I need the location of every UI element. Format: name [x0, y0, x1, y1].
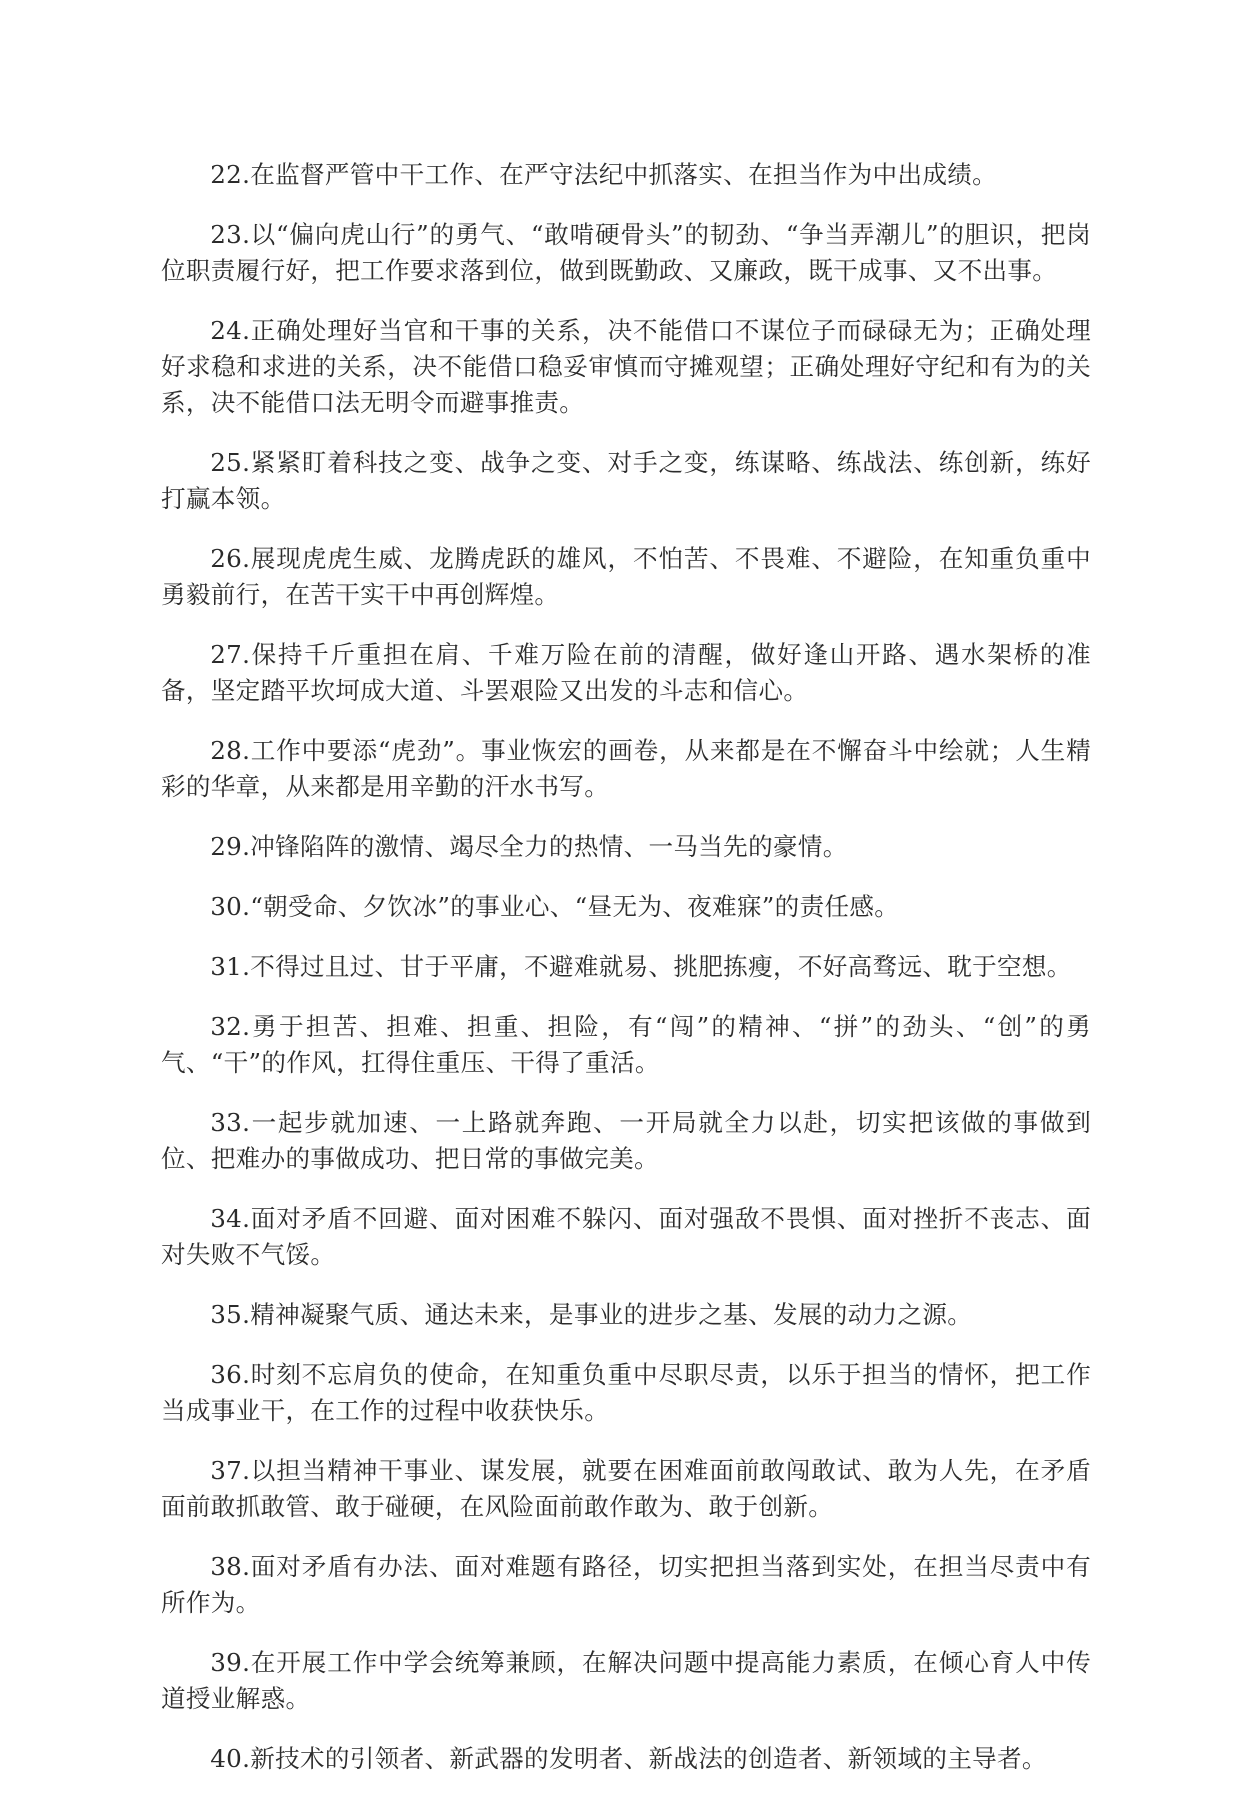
item-number: 32.: [210, 1012, 251, 1041]
item-number: 22.: [210, 160, 251, 189]
item-number: 24.: [210, 316, 251, 345]
item-number: 23.: [210, 220, 251, 249]
item-text: 正确处理好当官和干事的关系，决不能借口不谋位子而碌碌无为；正确处理好求稳和求进的关系，决不能借口稳妥审慎而守摊观望；正确处理好守纪和有为的关系，决不能借口法无明令而避事推责。: [161, 316, 1091, 417]
item-number: 29.: [210, 832, 251, 861]
list-item: [161, 949, 1091, 985]
item-number: 33.: [210, 1108, 251, 1137]
item-text: 以担当精神干事业、谋发展，就要在困难面前敢闯敢试、敢为人先，在矛盾面前敢抓敢管、敢于碰硬，在风险面前敢作敢为、敢于创新。: [161, 1456, 1091, 1521]
item-text: 紧紧盯着科技之变、战争之变、对手之变，练谋略、练战法、练创新，练好打赢本领。: [161, 448, 1091, 513]
list-item: [161, 445, 1091, 517]
item-text: 在开展工作中学会统筹兼顾，在解决问题中提高能力素质，在倾心育人中传道授业解惑。: [161, 1648, 1091, 1713]
list-item: [161, 829, 1091, 865]
item-number: 38.: [210, 1552, 251, 1581]
document-body: [161, 157, 1091, 1801]
list-item: [161, 733, 1091, 805]
item-text: 在监督严管中干工作、在严守法纪中抓落实、在担当作为中出成绩。: [250, 160, 998, 189]
list-item: [161, 1741, 1091, 1777]
item-number: 25.: [210, 448, 251, 477]
item-number: 36.: [210, 1360, 251, 1389]
list-item: [161, 889, 1091, 925]
item-number: 31.: [210, 952, 251, 981]
item-text: 展现虎虎生威、龙腾虎跃的雄风，不怕苦、不畏难、不避险，在知重负重中勇毅前行，在苦干实干中再创辉煌。: [161, 544, 1091, 609]
item-number: 37.: [210, 1456, 251, 1485]
list-item: [161, 157, 1091, 193]
item-number: 27.: [210, 640, 251, 669]
item-text: 不得过且过、甘于平庸，不避难就易、挑肥拣瘦，不好高骛远、耽于空想。: [250, 952, 1072, 981]
list-item: [161, 1105, 1091, 1177]
item-text: 一起步就加速、一上路就奔跑、一开局就全力以赴，切实把该做的事做到位、把难办的事做成功、把日常的事做完美。: [161, 1108, 1091, 1173]
item-number: 40.: [210, 1744, 251, 1773]
item-text: 面对矛盾有办法、面对难题有路径，切实把担当落到实处，在担当尽责中有所作为。: [161, 1552, 1091, 1617]
item-text: 面对矛盾不回避、面对困难不躲闪、面对强敌不畏惧、面对挫折不丧志、面对失败不气馁。: [161, 1204, 1091, 1269]
list-item: [161, 1645, 1091, 1717]
item-text: 精神凝聚气质、通达未来，是事业的进步之基、发展的动力之源。: [250, 1300, 973, 1329]
list-item: [161, 1549, 1091, 1621]
item-text: 工作中要添“虎劲”。事业恢宏的画卷，从来都是在不懈奋斗中绘就；人生精彩的华章，从来都是用辛勤的汗水书写。: [161, 736, 1091, 801]
item-number: 26.: [210, 544, 251, 573]
list-item: [161, 217, 1091, 289]
item-text: 以“偏向虎山行”的勇气、“敢啃硬骨头”的韧劲、“争当弄潮儿”的胆识，把岗位职责履行好，把工作要求落到位，做到既勤政、又廉政，既干成事、又不出事。: [161, 220, 1091, 285]
item-number: 34.: [210, 1204, 251, 1233]
list-item: [161, 313, 1091, 421]
list-item: [161, 637, 1091, 709]
item-text: “朝受命、夕饮冰”的事业心、“昼无为、夜难寐”的责任感。: [250, 892, 900, 921]
item-text: 冲锋陷阵的激情、竭尽全力的热情、一马当先的豪情。: [250, 832, 848, 861]
item-number: 39.: [210, 1648, 251, 1677]
item-text: 保持千斤重担在肩、千难万险在前的清醒，做好逢山开路、遇水架桥的准备，坚定踏平坎坷成大道、斗罢艰险又出发的斗志和信心。: [161, 640, 1091, 705]
item-text: 勇于担苦、担难、担重、担险，有“闯”的精神、“拼”的劲头、“创”的勇气、“干”的作风，扛得住重压、干得了重活。: [161, 1012, 1091, 1077]
list-item: [161, 1009, 1091, 1081]
list-item: [161, 1357, 1091, 1429]
list-item: [161, 1201, 1091, 1273]
item-number: 30.: [210, 892, 251, 921]
list-item: [161, 541, 1091, 613]
item-number: 35.: [210, 1300, 251, 1329]
list-item: [161, 1297, 1091, 1333]
item-number: 28.: [210, 736, 251, 765]
item-text: 时刻不忘肩负的使命，在知重负重中尽职尽责，以乐于担当的情怀，把工作当成事业干，在工作的过程中收获快乐。: [161, 1360, 1091, 1425]
item-text: 新技术的引领者、新武器的发明者、新战法的创造者、新领域的主导者。: [250, 1744, 1047, 1773]
list-item: [161, 1453, 1091, 1525]
